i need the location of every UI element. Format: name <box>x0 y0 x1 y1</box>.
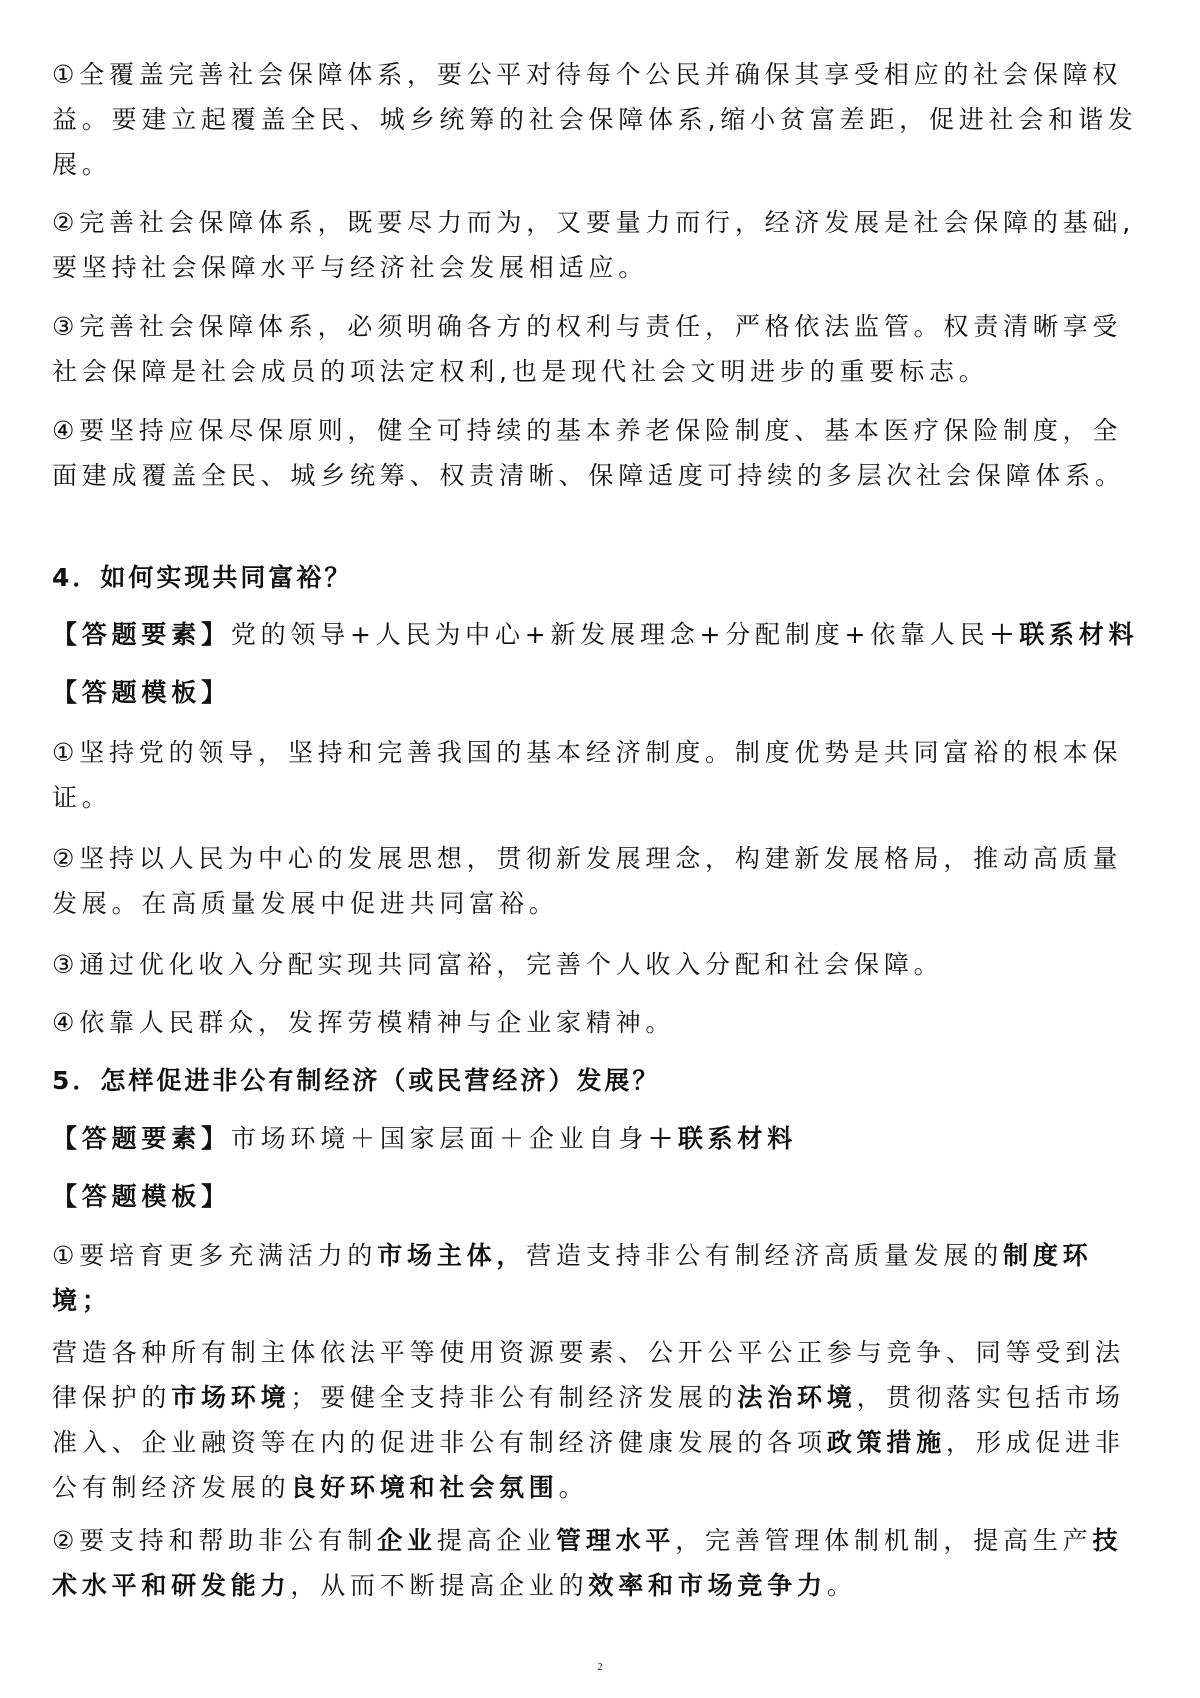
paragraph-social-security-4: ④要坚持应保尽保原则，健全可持续的基本养老保险制度、基本医疗保险制度，全面建成覆盖全民、城乡统筹、权责清晰、保障适度可持续的多层次社会保障体系。 <box>52 416 1125 490</box>
text-run: ①要培育更多充满活力的 <box>52 1241 378 1270</box>
question-4-point-3: ③通过优化收入分配实现共同富裕，完善个人收入分配和社会保障。 <box>52 950 944 979</box>
question-5-template-label: 【答题模板】 <box>52 1182 231 1211</box>
question-4-elements <box>52 612 1148 657</box>
question-4-template-label: 【答题模板】 <box>52 678 231 707</box>
bold-run: 制度环境 <box>52 1241 1093 1315</box>
page-number: 2 <box>597 1661 603 1673</box>
elements-label: 【答题要素】 <box>52 1124 231 1153</box>
bold-run: 法治环境 <box>737 1383 857 1412</box>
text-run: ②要支持和帮助非公有制 <box>52 1526 378 1555</box>
elements-link: ＋联系材料 <box>648 1124 798 1153</box>
text-run: 。 <box>826 1571 857 1600</box>
text-run: 营造各种所有制主体依法平等使用资源要素、公开公平公正参与竞争、同等受到法律保护的 <box>52 1338 1125 1412</box>
bold-run: 技术水平和研发能力 <box>52 1526 1123 1600</box>
paragraph-social-security-2: ②完善社会保障体系，既要尽力而为，又要量力而行，经济发展是社会保障的基础,要坚持社会保障水平与经济社会发展相适应。 <box>52 208 1135 282</box>
question-4-point-2: ②坚持以人民为中心的发展思想，贯彻新发展理念，构建新发展格局，推动高质量发展。在高质量发展中促进共同富裕。 <box>52 844 1123 918</box>
text-run: ；要健全支持非公有制经济发展的 <box>290 1383 738 1412</box>
text-run: ； <box>81 1286 112 1315</box>
bold-run: 企业 <box>377 1526 437 1555</box>
text-run: ，贯彻落实包括市场准入、企业融资等在内的促进非公有制经济健康发展的各项 <box>52 1383 1125 1457</box>
question-5-point-1-detail <box>52 1330 1148 1510</box>
bold-run: 良好环境和社会氛围 <box>290 1473 559 1502</box>
bold-run: 效率和市场竞争力 <box>588 1571 827 1600</box>
elements-text: 市场环境＋国家层面＋企业自身 <box>230 1124 649 1153</box>
question-4-point-4: ④依靠人民群众，发挥劳模精神与企业家精神。 <box>52 1008 676 1037</box>
text-run: ，完善管理体制机制，提高生产 <box>675 1526 1093 1555</box>
question-4-heading: 4．如何实现共同富裕？ <box>52 563 353 592</box>
question-5-elements <box>52 1116 1148 1161</box>
text-run: ，从而不断提高企业的 <box>290 1571 589 1600</box>
elements-text: 党的领导+人民为中心+新发展理念+分配制度+依靠人民 <box>230 620 990 649</box>
text-run: 营造支持非公有制经济高质量发展的 <box>526 1241 1004 1270</box>
text-run: ，形成促进非公有制经济发展的 <box>52 1428 1125 1502</box>
paragraph-social-security-3: ③完善社会保障体系，必须明确各方的权利与责任，严格依法监管。权责清晰享受社会保障是社会成员的项法定权利,也是现代社会文明进步的重要标志。 <box>52 312 1123 386</box>
bold-run: 管理水平 <box>556 1526 676 1555</box>
elements-link: ＋联系材料 <box>989 620 1139 649</box>
question-4-point-1: ①坚持党的领导，坚持和完善我国的基本经济制度。制度优势是共同富裕的根本保证。 <box>52 738 1123 812</box>
question-5-heading: 5．怎样促进非公有制经济（或民营经济）发展？ <box>52 1066 661 1095</box>
text-run: 。 <box>558 1473 589 1502</box>
text-run: 提高企业 <box>436 1526 557 1555</box>
bold-run: 市场环境 <box>171 1383 291 1412</box>
bold-run: 政策措施 <box>826 1428 947 1457</box>
paragraph-social-security-1: ①全覆盖完善社会保障体系，要公平对待每个公民并确保其享受相应的社会保障权益。要建立起覆盖全民、城乡统筹的社会保障体系,缩小贫富差距，促进社会和谐发展。 <box>52 60 1138 179</box>
elements-label: 【答题要素】 <box>52 620 231 649</box>
bold-run: 市场主体， <box>377 1241 527 1270</box>
question-5-point-1 <box>52 1233 1148 1323</box>
question-5-point-2 <box>52 1518 1148 1608</box>
